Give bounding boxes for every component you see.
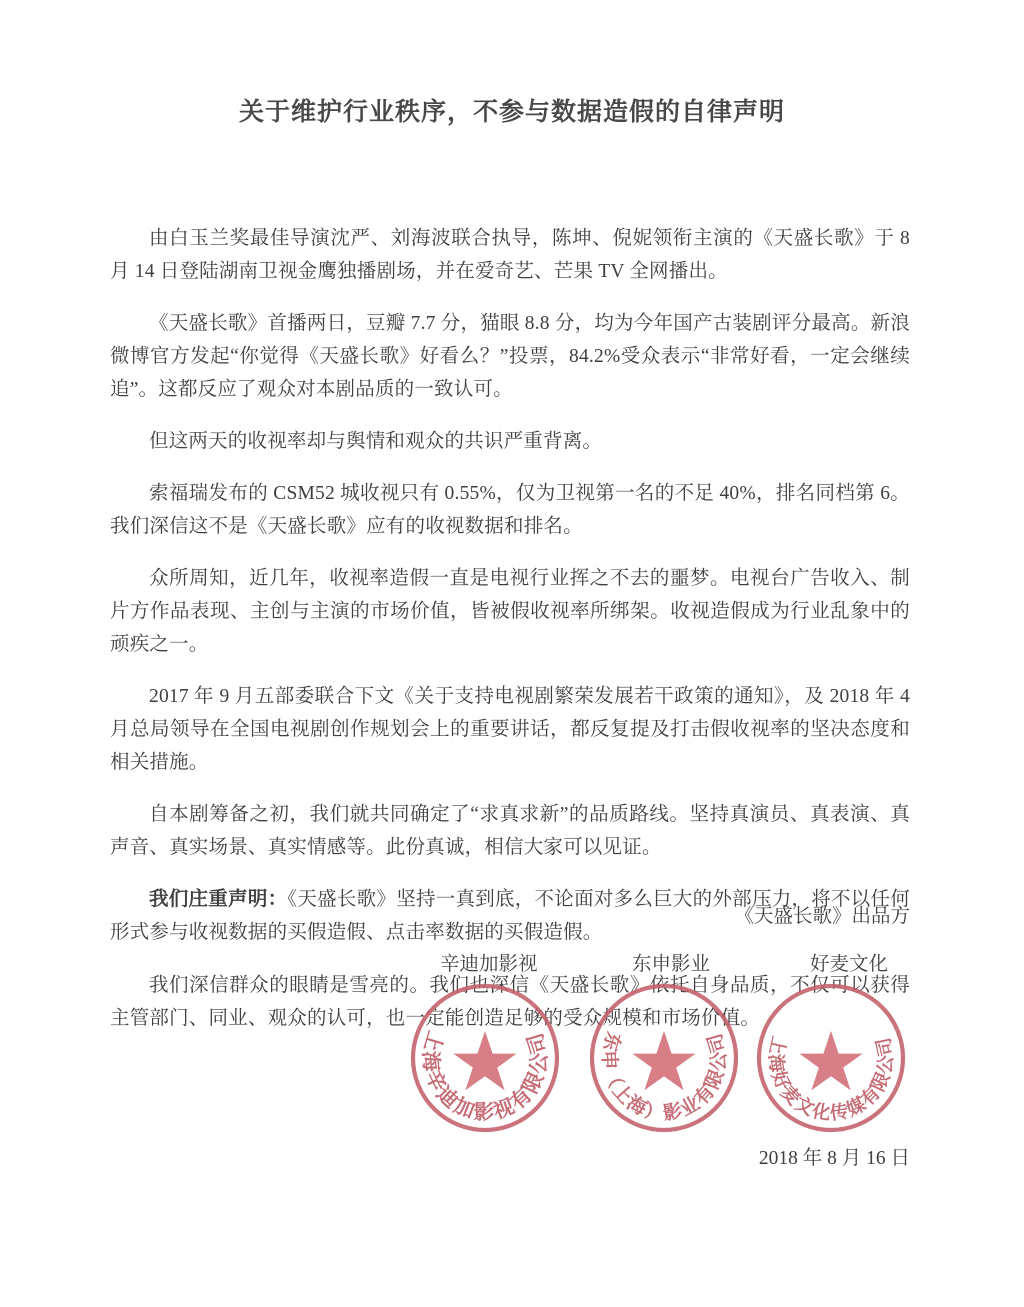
- paragraph-7: 自本剧筹备之初，我们就共同确定了“求真求新”的品质路线。坚持真演员、真表演、真声音、真实场景、真实情感等。此份真诚，相信大家可以见证。: [110, 804, 910, 858]
- page-title: 关于维护行业秩序，不参与数据造假的自律声明: [238, 99, 785, 126]
- company-name-row: [410, 948, 930, 978]
- document-body: [110, 222, 910, 1054]
- paragraph-3: 但这两天的收视率却与舆情和观众的共识严重背离。: [149, 431, 603, 452]
- company-name-2: 好麦文化: [810, 954, 889, 975]
- company-seal-0: [406, 979, 564, 1137]
- star-icon: [632, 1031, 695, 1090]
- paragraph-2: 《天盛长歌》首播两日，豆瓣 7.7 分，猫眼 8.8 分，均为今年国产古装剧评分最高。新浪微博官方发起“你觉得《天盛长歌》好看么？”投票，84.2%受众表示“非常好看，一定会继续追”。这都反应了观众对本剧品质的一致认可。: [110, 313, 910, 400]
- paragraph-1: 由白玉兰奖最佳导演沈严、刘海波联合执导，陈坤、倪妮领衔主演的《天盛长歌》于 8 月 14 日登陆湖南卫视金鹰独播剧场，并在爱奇艺、芒果 TV 全网播出。: [110, 228, 910, 282]
- company-name-0: 辛迪加影视: [440, 954, 538, 975]
- paragraph-4: 索福瑞发布的 CSM52 城收视只有 0.55%，仅为卫视第一名的不足 40%，排名同档第 6。我们深信这不是《天盛长歌》应有的收视数据和排名。: [110, 483, 910, 537]
- signature-date: 2018 年 8 月 16 日: [758, 1148, 910, 1169]
- solemn-declaration-lead: 我们庄重声明：: [149, 889, 288, 910]
- seal-text-0: 上海辛迪加影视有限公司: [418, 1028, 552, 1125]
- paragraph-6: 2017 年 9 月五部委联合下文《关于支持电视剧繁荣发展若干政策的通知》，及 2018 年 4 月总局领导在全国电视剧创作规划会上的重要讲话，都反复提及打击假收视率的坚决态度和相关措施。: [110, 686, 910, 773]
- seal-text-1: 东申（上海）影业有限公司: [597, 1029, 731, 1125]
- issuer-line: 《天盛长歌》出品方: [734, 906, 910, 927]
- star-icon: [799, 1031, 862, 1090]
- closing-paragraph: 我们深信群众的眼睛是雪亮的。我们也深信《天盛长歌》依托自身品质，不仅可以获得主管部门、同业、观众的认可，也一定能创造足够的受众规模和市场价值。: [110, 975, 910, 1029]
- company-seal-2: [752, 979, 910, 1137]
- company-seals: [400, 975, 960, 1155]
- solemn-declaration-body: 《天盛长歌》坚持一真到底，不论面对多么巨大的外部压力，将不以任何形式参与收视数据的买假造假、点击率数据的买假造假。: [110, 889, 910, 943]
- paragraph-5: 众所周知，近几年，收视率造假一直是电视行业挥之不去的噩梦。电视台广告收入、制片方作品表现、主创与主演的市场价值，皆被假收视率所绑架。收视造假成为行业乱象中的顽疾之一。: [110, 568, 910, 655]
- seal-text-2: 上海好麦文化传媒有限公司: [765, 1034, 897, 1124]
- company-seal-1: [585, 979, 743, 1137]
- star-icon: [453, 1031, 516, 1090]
- company-name-1: 东申影业: [632, 954, 711, 975]
